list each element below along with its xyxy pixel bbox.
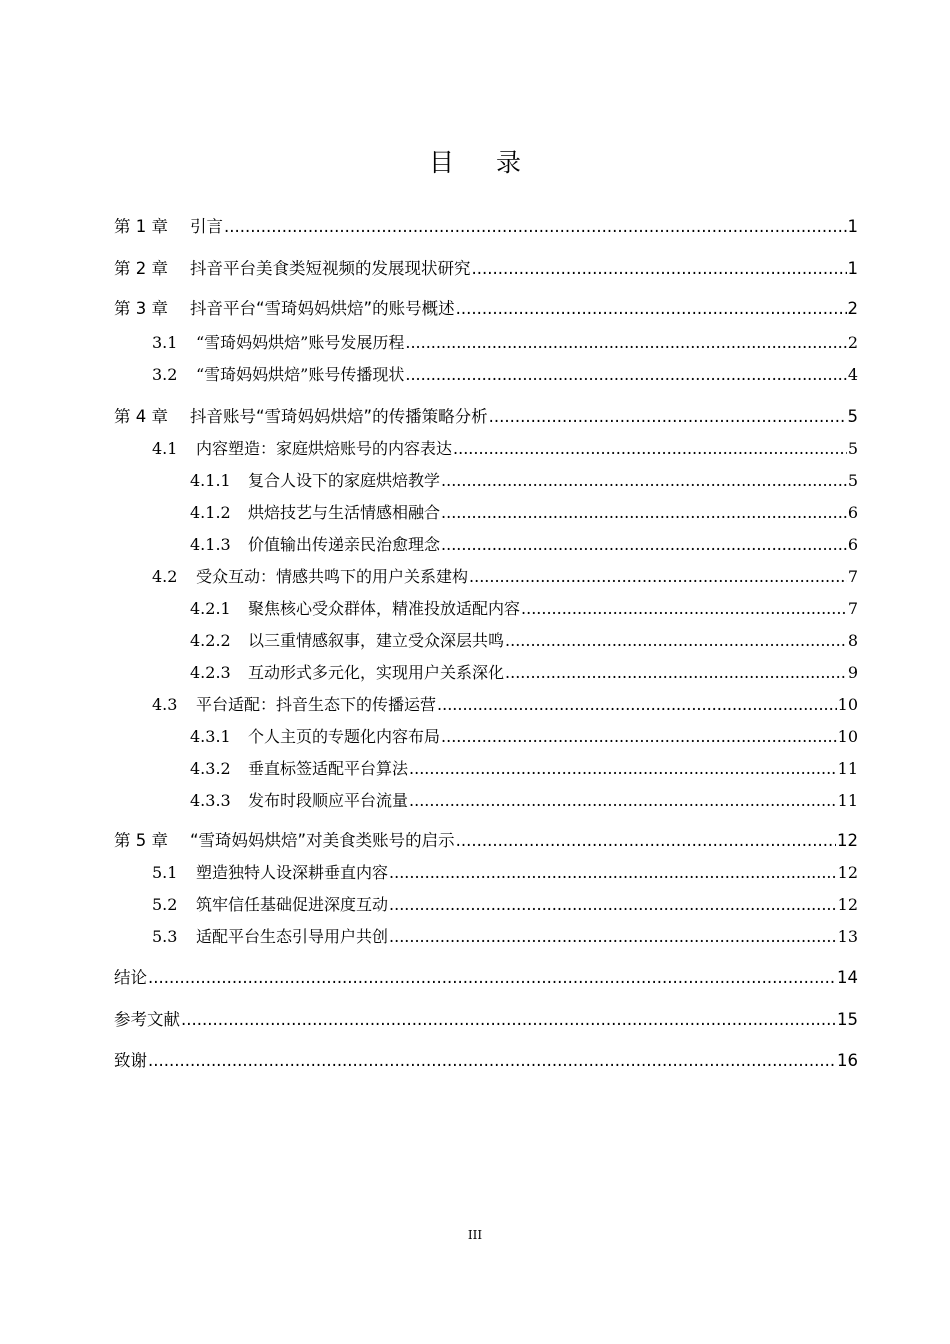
toc-dot-leader (505, 661, 847, 685)
toc-entry-number: 4.3.2 (190, 759, 231, 778)
toc-entry[interactable] (190, 501, 858, 525)
toc-entry-page: 6 (847, 503, 858, 522)
toc-entry-page: 8 (847, 631, 858, 650)
toc-entry-number: 4.3 (152, 695, 178, 714)
toc-entry[interactable] (152, 693, 858, 717)
toc-dot-leader (409, 789, 837, 813)
toc-entry-page: 10 (837, 727, 858, 746)
toc-entry-title: 平台适配：抖音生态下的传播运营 (196, 695, 437, 714)
toc-entry[interactable] (114, 966, 858, 990)
toc-dot-leader (389, 893, 837, 917)
toc-entry-title: 适配平台生态引导用户共创 (196, 927, 389, 946)
toc-dot-leader (472, 257, 847, 281)
toc-entry-title: “雪琦妈妈烘焙”账号传播现状 (196, 365, 405, 384)
toc-entry-page: 1 (847, 217, 858, 236)
toc-entry-number: 第 2 章 (114, 259, 168, 278)
toc-entry-page: 5 (847, 407, 858, 426)
toc-entry-number: 4.2.2 (190, 631, 231, 650)
toc-entry-title: “雪琦妈妈烘焙”账号发展历程 (196, 333, 405, 352)
toc-entry-title: 结论 (114, 968, 147, 987)
toc-entry-page: 6 (847, 535, 858, 554)
toc-dot-leader (489, 405, 847, 429)
toc-dot-leader (389, 925, 837, 949)
toc-entry[interactable] (190, 661, 858, 685)
toc-entry-title: 参考文献 (114, 1010, 180, 1029)
toc-entry[interactable] (152, 893, 858, 917)
toc-entry-page: 5 (847, 471, 858, 490)
toc-entry[interactable] (152, 331, 858, 355)
toc-dot-leader (148, 1049, 836, 1073)
toc-entry-title: 抖音平台美食类短视频的发展现状研究 (190, 259, 471, 278)
toc-entry[interactable] (190, 469, 858, 493)
toc-entry-title: 筑牢信任基础促进深度互动 (196, 895, 389, 914)
toc-entry-title: 垂直标签适配平台算法 (248, 759, 409, 778)
toc-dot-leader (441, 725, 837, 749)
page-number: III (467, 1228, 483, 1242)
toc-entry-page: 1 (847, 259, 858, 278)
toc-entry-title: 塑造独特人设深耕垂直内容 (196, 863, 389, 882)
toc-dot-leader (148, 966, 836, 990)
toc-dot-leader (409, 757, 837, 781)
toc-entry-page: 10 (837, 695, 858, 714)
toc-dot-leader (389, 861, 837, 885)
toc-entry-number: 4.2 (152, 567, 178, 586)
toc-entry-page: 2 (847, 299, 858, 318)
toc-dot-leader (437, 693, 837, 717)
toc-entry-number: 4.3.1 (190, 727, 231, 746)
toc-entry-title: 发布时段顺应平台流量 (248, 791, 409, 810)
toc-entry[interactable] (190, 725, 858, 749)
toc-dot-leader (405, 363, 846, 387)
toc-dot-leader (181, 1008, 836, 1032)
toc-entry-title: 抖音平台“雪琦妈妈烘焙”的账号概述 (190, 299, 455, 318)
toc-dot-leader (521, 597, 847, 621)
toc-entry-title: 引言 (190, 217, 223, 236)
toc-entry[interactable] (152, 437, 858, 461)
toc-entry[interactable] (190, 533, 858, 557)
toc-entry[interactable] (114, 829, 858, 853)
toc-entry-number: 4.1 (152, 439, 178, 458)
toc-entry-number: 第 5 章 (114, 831, 168, 850)
toc-entry-number: 4.1.3 (190, 535, 231, 554)
toc-entry-title: 复合人设下的家庭烘焙教学 (248, 471, 441, 490)
toc-dot-leader (456, 829, 836, 853)
toc-entry-number: 5.2 (152, 895, 178, 914)
toc-entry-number: 3.2 (152, 365, 178, 384)
toc-entry-title: 抖音账号“雪琦妈妈烘焙”的传播策略分析 (190, 407, 488, 426)
toc-dot-leader (441, 469, 847, 493)
toc-entry[interactable] (152, 565, 858, 589)
toc-title-left: 目 (428, 148, 454, 177)
toc-entry[interactable] (190, 757, 858, 781)
toc-entry-page: 11 (837, 759, 858, 778)
toc-entry[interactable] (190, 629, 858, 653)
toc-dot-leader (453, 437, 847, 461)
toc-entry[interactable] (114, 215, 858, 239)
toc-entry[interactable] (190, 597, 858, 621)
toc-entry-page: 13 (837, 927, 858, 946)
toc-entry-number: 4.3.3 (190, 791, 231, 810)
toc-entry-number: 3.1 (152, 333, 178, 352)
toc-dot-leader (505, 629, 847, 653)
toc-title-right: 录 (496, 148, 522, 177)
toc-entry-page: 5 (847, 439, 858, 458)
toc-entry-title: 受众互动：情感共鸣下的用户关系建构 (196, 567, 469, 586)
toc-entry-title: 烘焙技艺与生活情感相融合 (248, 503, 441, 522)
toc-entry-number: 5.3 (152, 927, 178, 946)
toc-entry-page: 12 (837, 895, 858, 914)
toc-entry-number: 4.1.2 (190, 503, 231, 522)
toc-entry-page: 9 (847, 663, 858, 682)
toc-entry-page: 15 (837, 1010, 858, 1029)
toc-entry[interactable] (114, 257, 858, 281)
toc-entry-page: 12 (837, 831, 858, 850)
toc-dot-leader (405, 331, 846, 355)
toc-entry-page: 11 (837, 791, 858, 810)
toc-entry-page: 7 (847, 599, 858, 618)
toc-entry[interactable] (152, 925, 858, 949)
toc-entry[interactable] (114, 405, 858, 429)
toc-dot-leader (441, 533, 847, 557)
toc-entry-title: 互动形式多元化，实现用户关系深化 (248, 663, 505, 682)
toc-entry[interactable] (152, 363, 858, 387)
toc-entry-page: 14 (837, 968, 858, 987)
toc-entry-page: 12 (837, 863, 858, 882)
toc-entry-title: 个人主页的专题化内容布局 (248, 727, 441, 746)
toc-dot-leader (224, 215, 847, 239)
toc-entry-number: 第 4 章 (114, 407, 168, 426)
toc-entry-page: 16 (837, 1051, 858, 1070)
toc-entry-page: 7 (847, 567, 858, 586)
toc-entry[interactable] (114, 297, 858, 321)
toc-entry-title: 聚焦核心受众群体，精准投放适配内容 (248, 599, 521, 618)
toc-entry-title: 价值输出传递亲民治愈理念 (248, 535, 441, 554)
toc-entry-title: 以三重情感叙事，建立受众深层共鸣 (248, 631, 505, 650)
toc-entry-number: 第 3 章 (114, 299, 168, 318)
toc-entry[interactable] (114, 1008, 858, 1032)
toc-dot-leader (441, 501, 847, 525)
toc-entry-page: 4 (847, 365, 858, 384)
toc-entry-page: 2 (847, 333, 858, 352)
toc-entry-number: 4.2.3 (190, 663, 231, 682)
toc-dot-leader (469, 565, 847, 589)
toc-entry-title: 致谢 (114, 1051, 147, 1070)
toc-entry[interactable] (114, 1049, 858, 1073)
toc-dot-leader (456, 297, 847, 321)
toc-entry-number: 4.2.1 (190, 599, 231, 618)
toc-entry-number: 4.1.1 (190, 471, 231, 490)
toc-entry-number: 第 1 章 (114, 217, 168, 236)
toc-entry-title: 内容塑造：家庭烘焙账号的内容表达 (196, 439, 453, 458)
toc-entry-title: “雪琦妈妈烘焙”对美食类账号的启示 (190, 831, 455, 850)
toc-entry[interactable] (190, 789, 858, 813)
toc-entry[interactable] (152, 861, 858, 885)
toc-entry-number: 5.1 (152, 863, 178, 882)
